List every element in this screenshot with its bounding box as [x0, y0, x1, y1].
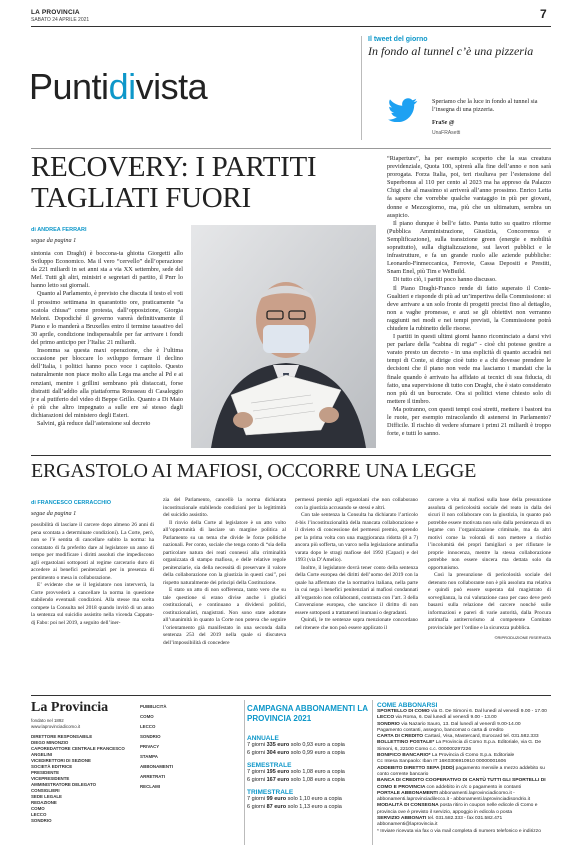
campaign-days: 6 giorni	[247, 776, 267, 783]
section-title	[29, 67, 207, 107]
article1-col2-p1: “Riaperture”, ha per esempio scoperto che la sua creatura previdenziale, Quota 100, spirerà alla fine dell’anno e non sarà prorogata. Forza Italia, poi, teri risultava per l’estensione del Superbonus al 110 per cento al 2023 ma ha appreso da Palazzo Chigi che al massimo si arriverà all’anno prossimo. Enrico Letta fa sapere che vorrebbe qualche vantaggio in più per giovani, donne e Mezzogiorno, ma, più che un ultimatum, sembra un auspicio.	[387, 155, 551, 219]
article1-column-1	[31, 250, 183, 428]
top-rule	[31, 26, 551, 27]
article2-col1-p1: possibilità di lasciare il carcere dopo almeno 26 anni di pena scontata a determinate condizioni). La Corte, però, non se l’è sentita di cancellare subito la norma: ha constatato di fa preferito dare al legislatore un anno di tempo per modificare i diritti assoluti che impediscono agli ergastolani sottoposti al regime carcerario duro di accedere ai benefici penitenziari per in presenza di pentimento o mesa in collaborazione.	[31, 522, 154, 581]
subscribe-divider	[372, 700, 373, 845]
tweet-handle: FraSe @	[432, 120, 455, 126]
footer-top-rule	[31, 695, 551, 696]
subscribe-text: * Inviare ricevuta via fax o via mail completa di numero telefonico e indirizzo	[377, 828, 541, 834]
section-part-2: di	[108, 66, 136, 107]
campaign-row	[247, 796, 367, 804]
subscribe-text: La Provincia di Como S.p.a. Editoriale, via G. De Simoni, 6, 22100 Como c.c. 000000297226	[377, 740, 542, 752]
subscribe-text: via Roma, 6. Dal lunedì al venerdì 9.00 - 13.00	[395, 715, 497, 721]
tweet-divider	[361, 36, 362, 140]
campaign-price: 99 euro	[266, 796, 287, 802]
campaign-days: 6 giorni	[247, 749, 267, 756]
subscribe-label: BOLLETTINO POSTALE*	[377, 740, 436, 746]
subscribe-text: La Provincia di Como S.p.a. Editoriale	[431, 753, 515, 759]
footer-middle-line: PUBBLICITÀ	[140, 704, 167, 709]
tweet-username: UnaFRAsetti	[432, 130, 461, 136]
article1-col1-p4: Salvini, già reduce dall’astensione sul decreto	[37, 419, 151, 427]
subscribe-label: BANCA DI CREDITO COOPERATIVO DI CANTÙ TUTTI GLI SPORTELLI DI COMO E PROVINCIA	[377, 778, 546, 790]
masthead-title: LA PROVINCIA	[31, 9, 80, 16]
campaign-divider	[244, 700, 245, 845]
subscribe-row	[377, 803, 553, 816]
subscribe-row	[377, 740, 553, 753]
campaign-group-title: TRIMESTRALE	[247, 789, 294, 796]
article2-column-1	[31, 522, 154, 627]
footer-logo: La Provincia	[31, 700, 109, 715]
subscribe-text: via Nazario Sauro, 13. Dal lunedì al venerdì 9.00-14.00	[401, 721, 521, 727]
footer-staff-line: CAPOREDATTORE CENTRALE FRANCESCO ANGELINI	[31, 746, 125, 757]
campaign-row	[247, 804, 367, 812]
subscribe-label: SPORTELLO DI COMO	[377, 709, 432, 714]
article2-column-2	[163, 497, 286, 647]
article2-headline: ERGASTOLO AI MAFIOSI, OCCORRE UNA LEGGE	[31, 460, 477, 482]
footer-middle-line: COMO	[140, 714, 154, 719]
campaign-days: 7 giorni	[247, 769, 267, 775]
article1-byline: di ANDREA FERRARI	[31, 227, 87, 233]
article1-col2-p3: Di tutto ciò, i partiti poco hanno discusso.	[393, 276, 497, 284]
subscribe-label: LECCO	[377, 715, 396, 721]
article2-col2-p2: Il rinvio della Corte al legislatore è un atto volto all’opportunità di lasciare un margine politica al Parlamento su un tema che divide le forze politiche nazionali. Per conto, sociale che tenga conto di “sia della particolare natura dei reati connessi alla criminalità organizzata di stampo mafioso, e delle relative regole penitenziarie, sia della necessità di preservare il valore della collaborazione con la giustizia in questi casi”, poi rispetto naturalmente dei principi della Costituzione.	[163, 519, 286, 586]
footer-staff-line: REDAZIONE	[31, 800, 57, 805]
subscribe-label: PORTALE ABBONAMENTI	[377, 790, 440, 796]
subscribe-text: tel. 031.582.333 - fax 031.582.471 abbonamenti@laprovincia.it	[377, 816, 503, 828]
campaign-price: 195 euro	[266, 769, 290, 775]
subscribe-text: Cartasì, Visa, Mastercard, Eurocard tel. 031.582.333	[424, 734, 539, 740]
campaign-days: 7 giorni	[247, 796, 267, 802]
masthead-date: SABATO 24 APRILE 2021	[31, 17, 90, 23]
subscribe-text: abbonamenti.laprovinciadicomo.it - abbonamenti.laprovinciadilecco.it - abbonamenti.laprovinciadisondrio.it	[377, 790, 531, 803]
subscribe-row	[377, 778, 553, 791]
footer-founded: fondato nel 1892	[31, 718, 64, 723]
bird-icon	[388, 98, 418, 122]
campaign-note: solo 0,93 euro a copia	[289, 742, 345, 748]
article1-photo	[191, 225, 376, 448]
article1-col2-p4: Il Piano Draghi-Franco rende di fatto superato il Conte-Gualtieri e risponde di più ad un’impertiva della Commissione: si deve arrivare a un solo fronte di progetti precisi fino al dettaglio, non a vaghe promesse, e anzi se gli obiettivi non verranno raggiunti nei modi e nei tempi previsti, la Commissione potrà chiudere la rubinetto delle risorse.	[387, 284, 551, 332]
campaign-row	[247, 750, 367, 758]
campaign-price: 87 euro	[266, 803, 287, 810]
article1-col2-p2: Il piano dunque è bell’e fatto. Punta tutto su quattro riforme (Pubblica Amministrazione, Giustizia, Concorrenza e Semplificazione), sulla transizione green (energie e mobilità soprattutto), sulla digitalizzazione, sui lavori pubblici e le infrastrutture, e fa un grande ruolo alle aziende pubbliche: Leonardo-Finmeccanica, Ferrovie, Cassa Depositi e Prestiti, Snam Enel, più Tim e WeBuild.	[387, 219, 551, 276]
article2-segue: segue da pagina 1	[31, 510, 77, 517]
footer-middle-line: ARRETRATI	[140, 774, 166, 779]
article2-credit: ©RIPRODUZIONE RISERVATA	[494, 635, 551, 640]
footer-staff-line: AMMINISTRATORE DELEGATO	[31, 782, 97, 787]
subscribe-label: SONDRIO	[377, 721, 402, 727]
article1-col2-p5: I partiti in questi ultimi giorni hanno ricominciato a darsi vivi per parlare della “cabina di regia” - cioè chi potesse gestire a varato presto un decreto - in una esplicità di quanto accadrà nei tempi di Conte, si dirige cioè tutto e a chi dovesse prendere le decisioni che il piano non vede ma lasciamo i mandati che la finale quando è arrivato ha affidato ai tecnici di sua fiducia, di fatto, una supervisione di tutto con Draghi, che è stato considerato non più di un burocrate. Ora si politici viene chiesto solo di mettere il timbro.	[387, 333, 551, 405]
article2-col3-p2: Con tale sentenza la Consulta ha dichiarato l’articolo 4-bis l’incostituzionalità della mancata collaborazione e il divieto di concessione del permessi premio, aprendo per la prima volta con una maggioranza ridotta (8 a 7) ancora più sofferta, un varco nella legislazione antimafia varata dopo le stragi mafiose del 1992 (Capaci) e del 1993 (via D’Amelio).	[295, 512, 418, 563]
campaign-days: 7 giorni	[247, 742, 267, 748]
tweet-box	[368, 36, 553, 58]
article2-col2-p1: zia del Parlamento, cancellò la norma dichiarata incostituzionale stabilendo condizioni per la legittimità del suicidio assistito.	[163, 497, 286, 518]
subscribe-text: Cc Intesa Sanpaolo: Iban IT 16K0306910910 00000001606	[377, 759, 507, 765]
subscribe-list	[377, 709, 553, 835]
article2-col3-p4: Quindi, le tre sentenze sopra menzionate concordano nel ritenere che non può essere applicato il	[295, 617, 418, 631]
subscribe-text: con addebito in c/c o pagamento in contanti	[426, 784, 521, 790]
campaign-note: solo 0,99 euro a copia	[289, 749, 345, 756]
tweet-title: In fondo al tunnel c’è una pizzeria	[368, 44, 534, 58]
section-part-1: Punti	[29, 66, 109, 107]
footer-staff-line: PRESIDENTE	[31, 770, 60, 775]
subscribe-row	[377, 816, 553, 829]
footer-staff-line: LECCO	[31, 812, 47, 817]
article2-col3-p1: permessi premio agli ergastolani che non collaborano con la giustizia accusando se stessi e altri.	[295, 497, 418, 511]
article1-headline: RECOVERY: I PARTITI TAGLIATI FUORI	[31, 151, 317, 214]
campaign-note: solo 1,10 euro a copia	[286, 796, 342, 802]
footer-middle-line: LECCO	[140, 724, 156, 729]
campaign-note: solo 1,13 euro a copia	[286, 803, 342, 810]
footer-staff	[31, 734, 136, 824]
campaign-group-title: SEMESTRALE	[247, 762, 292, 769]
tweet-label: Il tweet del giorno	[368, 36, 428, 43]
campaign-row	[247, 742, 367, 750]
campaign-group-title: ANNUALE	[247, 735, 279, 742]
campaign-price: 335 euro	[266, 742, 290, 748]
footer-staff-line: VICEDIRETTORI DI SEZIONE	[31, 758, 91, 763]
footer-staff-line: CONSIGLIERI	[31, 788, 60, 793]
footer-middle-line: RECLAMI	[140, 784, 161, 789]
article1-column-2	[387, 155, 551, 438]
page-number: 7	[540, 7, 547, 21]
article2-col3-p3: Inoltre, il legislatore dovrà tener conto della sentenza della Corte europea dei diritti dell’uomo del 2019 con la quale ha affermato che la normativa italiana, nella parte in cui nega i benefici penitenziari ai mafiosi condannati all’ergastolo non collaboranti, contrasta con l’art. 3 della Convenzione europea, che sancisce il diritto di non essere sottoposti a trattamenti inumani o degradanti.	[295, 564, 418, 616]
subscribe-title: COME ABBONARSI	[377, 702, 438, 709]
subscribe-text: pagamento mensile a mezzo addebito su conto corrente bancario	[377, 765, 545, 777]
subscribe-row	[377, 791, 553, 804]
campaign-list	[247, 730, 367, 811]
article2-col4-p2: Così la presunzione di pericolosità sociale del detenuto non collaborante non è più assoluta ma relativa e quindi può essere superata dal magistrato di sorveglianza, la cui valutazione caso per caso deve però basarsi sulla relazione del carcere nonché sulle informazioni e pareri di varie autorità, dalla Procura antimafia antiterrorismo al competente Comitato provinciale per l’ordine e la sicurezza pubblica.	[428, 572, 551, 631]
article2-col2-p3: E stato un atto di non sofferenza, tanto vero che su tale questione si erano divise anche i giudici costituzionali, e continuano a dividersi politici, costituzionalisti, magistrati. Non sono state adottate all’unanimità in quanto la Corte non poteva che seguire l’orientamento già manifestato in una seconda dalla sentenza 253 del 2019 nella quale si discuteva dell’impossibilità di concedere	[163, 587, 286, 646]
footer-middle-line: ABBONAMENTI	[140, 764, 173, 769]
campaign-price: 167 euro	[266, 776, 290, 783]
article1-top-rule	[31, 148, 551, 149]
subscribe-row	[377, 766, 553, 779]
campaign-row	[247, 769, 367, 777]
footer-staff-line: DIRETTORE RESPONSABILE	[31, 734, 93, 739]
campaign-note: solo 1,08 euro a copia	[289, 769, 345, 775]
article1-segue: segue da pagina 1	[31, 237, 77, 244]
section-part-3: vista	[135, 66, 208, 107]
campaign-days: 6 giorni	[247, 803, 267, 810]
footer-staff-line: VICEPRESIDENTE	[31, 776, 70, 781]
footer-staff-line: SOCIETÀ EDITRICE	[31, 764, 73, 769]
subscribe-label: MODALITÀ DI CONSEGNA	[377, 803, 440, 809]
subscribe-block	[377, 702, 553, 835]
footer-staff-line: DIEGO MINONZIO	[31, 740, 69, 745]
subscribe-text: Pagamento contanti, assegno, bancomat o carta di credito	[377, 727, 504, 733]
subscribe-label: SERVIZIO ABBONATI	[377, 816, 428, 822]
article1-col1-p1: sintonia con Draghi) è boccona-ta ghiotta Giorgetti allo Sviluppo Economico. Ma il vero “cervello” dell’operazione da 221 miliardi in sei anni sta a via XX settembre, sede del Mef. Tutti gli altri, ministri e segretari di partito, il Pnrr lo hanno letto sui giornali.	[31, 250, 183, 290]
footer-middle-line: PRIVACY	[140, 744, 160, 749]
subscribe-text: posta ritiro in coupon nelle edicole di Como e provincia ove è previsto il servizio, appoggio in edicola o posta	[377, 803, 538, 815]
article2-byline: di FRANCESCO CERRACCHIO	[31, 500, 112, 506]
footer-staff-line: SONDRIO	[31, 818, 52, 823]
footer-middle	[140, 700, 238, 790]
article1-col1-p3: Insomma sa questa maxi operazione, che è l’ultima occasione per bloccare lo sviluppo fermare il declino dell’Italia, i politici hanno poco voce i capitolo. Questo naturalmente non piace molto alla Lega ma anche al Pd e ai renziani, mentre i grillini sembrano più distaccati, forse distratti dall’addio alla piattaforma Rousseau di Casaleggio jr e al putiferio del video di Beppe Grillo. Quanto a Di Maio è più che altro impegnato a sulle ere sé stesso dagli dichiarazioni del ministero degli Esteri.	[31, 347, 183, 419]
article2-col4-p1: carcere a vita ai mafiosi sulla base della presunzione assoluta di pericolosità sociale del reato in dalla dei sicuri il non collaborare con la giustizia, in quanto può potrebbe essere motivata non solo dalla persistenza di un legame con l’organizzazione criminale, ma da altri motivi come la volontà di non mettere a rischio l’incolumità dei propri famigliari o per rifiutare le proprie innocenza, mentre la stessa collaborazione potrebbe non essere sincera ma dettata solo da opportunismo.	[428, 497, 551, 571]
subscribe-label: CARTA DI CREDITO	[377, 734, 425, 740]
article1-col1-p2: Quanto al Parlamento, è previsto che discuta il testo el voti il prossimo settimana in quarantotto ore, praticamente “a scatola chiusa” come protesta, dall’opposizione, Giorgia Meloni. Dopodiché il governo varerà definitivamente il Piano e lo manderà a Bruxelles entro il termine tassativo del 30 aprile, condizione indispensabile per far arrivare i fondi del primo anticipo per l’Italia: 21 miliardi.	[31, 290, 183, 347]
article2-col1-p2: E’ evidente che se il legislatore non interverrà, la Corte provvederà a cancellare la norma in questione stabilendo eventuali condizioni. Alla stesse ma scelta compete la Consulta nel 2018 quando invitò di un anno la sentenza sul suicidio assistito nella vicenda Cappato-dj Fabo: poi nel 2019, a seguito dell’iner-	[31, 582, 154, 626]
article2-column-4	[428, 497, 551, 642]
subscribe-text: via G. De Simoni 6. Dal lunedì al venerdì 9.00 - 17.00	[431, 709, 547, 714]
campaign-row	[247, 777, 367, 785]
footer-staff-line: COMO	[31, 806, 45, 811]
article1-col2-p6: Ma potranno, con questi tempi così stretti, mettere i bastoni tra le ruote, per esempio miracolando di astenersi in Parlamento? Difficile. Il rischio di vedere sfumare i primi 21 miliardi è troppo forte, e tutti lo sanno.	[387, 405, 551, 438]
subscribe-label: BONIFICO BANCARIO*	[377, 753, 432, 759]
tweet-body: Speriamo che la luce in fondo al tunnel sia l’insegna di una pizzeria.	[432, 98, 538, 113]
article2-top-rule	[31, 455, 551, 456]
campaign-note: solo 1,08 euro a copia	[289, 776, 345, 783]
footer-middle-line: STAMPA	[140, 754, 158, 759]
subscribe-label: ADDEBITO DIRETTO SEPA (SDD)	[377, 765, 456, 771]
subscribe-row	[377, 829, 553, 835]
article2-column-3	[295, 497, 418, 632]
footer-staff-line: SEDE LEGALE	[31, 794, 62, 799]
footer-site: www.laprovinciadicomo.it	[31, 724, 81, 729]
footer-middle-line: SONDRIO	[140, 734, 161, 739]
campaign-price: 304 euro	[266, 749, 290, 756]
campaign-title: CAMPAGNA ABBONAMENTI LA PROVINCIA 2021	[247, 704, 368, 723]
